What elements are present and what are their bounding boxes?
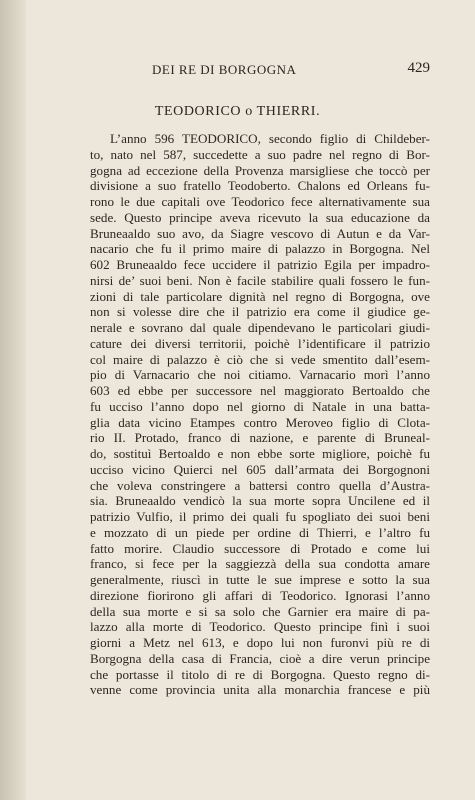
text-line: sia. Bruneaaldo vendicò la sua morte sopra Uncilene ed il (90, 493, 430, 509)
text-line: che voleva constringere a battersi contro quella d’Austra- (90, 477, 430, 493)
page-number: 429 (407, 60, 430, 76)
text-line: cature dei diversi territorii, poichè l’identificare il patrizio (90, 335, 430, 351)
text-line: Borgogna della casa di Francia, cioè a dire verun principe (90, 650, 430, 666)
text-line: L’anno 596 TEODORICO, secondo figlio di Childeber- (110, 131, 430, 146)
text-line: do, sostituì Bertoaldo e non ebbe sorte migliore, poichè fu (90, 446, 430, 461)
text-line: rio II. Protado, franco di nazione, e parente di Bruneal- (90, 430, 430, 446)
text-line: glia data vicino Etampes contro Meroveo figlio di Clota- (90, 414, 430, 430)
text-line: giorni a Metz nel 613, e dopo lui non furonvi più re di (90, 635, 430, 650)
page-header (90, 62, 430, 82)
text-line: non si volesse dire che il patrizio era come il giudice ge- (90, 304, 430, 320)
text-line: che portasse il titolo di re di Borgogna. Questo regno di- (90, 666, 430, 682)
text-line: nacario che fu il primo maire di palazzo in Borgogna. Nel (90, 241, 430, 257)
text-line: 603 ed ebbe per successore nel maggiorato Bertoaldo che (90, 383, 430, 398)
text-line: to, nato nel 587, succedette a suo padre nel regno di Bor- (90, 146, 430, 162)
text-line: nirsi de’ suoi beni. Non è facile stabilire quali fossero le fun- (90, 272, 430, 288)
chapter-title: TEODORICO o THIERRI. (154, 104, 321, 119)
text-line: ucciso vicino Quierci nel 605 dall’armata dei Borgognoni (90, 461, 430, 477)
text-line: lazzo alla morte di Teodorico. Questo principe finì i suoi (90, 619, 430, 635)
text-line: Bruneaaldo suo avo, da Siagre vescovo di Autun e da Var- (90, 225, 430, 241)
text-line: zioni di tale particolare dignità nel regno di Borgogna, ove (90, 288, 430, 304)
text-line: sede. Questo principe aveva ricevuto la sua educazione da (90, 209, 430, 225)
text-line: 602 Bruneaaldo fece uccidere il patrizio Egila per impadro- (90, 257, 430, 272)
text-line: fatto morire. Claudio successore di Protado e come lui (90, 540, 430, 556)
text-line: venne come provincia unita alla monarchia francese e più (90, 682, 430, 698)
page-gutter (0, 0, 26, 800)
body-text (90, 131, 430, 698)
text-line: nerale e sovrano dal quale dipendevano le particolari giudi- (90, 320, 430, 335)
text-line: pio di Varnacario che noi citiamo. Varnacario morì l’anno (90, 367, 430, 383)
text-line: rono le due capitali ove Teodorico fece alternativamente sua (90, 194, 430, 209)
text-line: divisione a suo fratello Teodoberto. Chalons ed Orleans fu- (90, 178, 430, 194)
text-line: della sua morte e si sa solo che Garnier era maire di pa- (90, 603, 430, 619)
text-line: col maire di palazzo è ciò che si vede smentito dall’esem- (90, 351, 430, 367)
text-line: franco, si fece per la saggiezzà della sua condotta amare (90, 556, 430, 572)
text-line: e mozzato di un piede per ordine di Thierri, e l’altro fu (90, 524, 430, 540)
text-line: direzione fiorirono gli affari di Teodorico. Ignorasi l’anno (90, 587, 430, 603)
running-head: DEI RE DI BORGOGNA (152, 62, 297, 77)
text-line: gogna ad eccezione della Provenza marsigliese che toccò per (90, 162, 430, 178)
text-line: generalmente, riuscì in tutte le sue imprese e sotto la sua (90, 572, 430, 587)
text-line: fu ucciso l’anno dopo nel giorno di Natale in una batta- (90, 398, 430, 414)
text-line: patrizio Vulfio, il primo dei quali fu spogliato dei suoi beni (90, 509, 430, 524)
